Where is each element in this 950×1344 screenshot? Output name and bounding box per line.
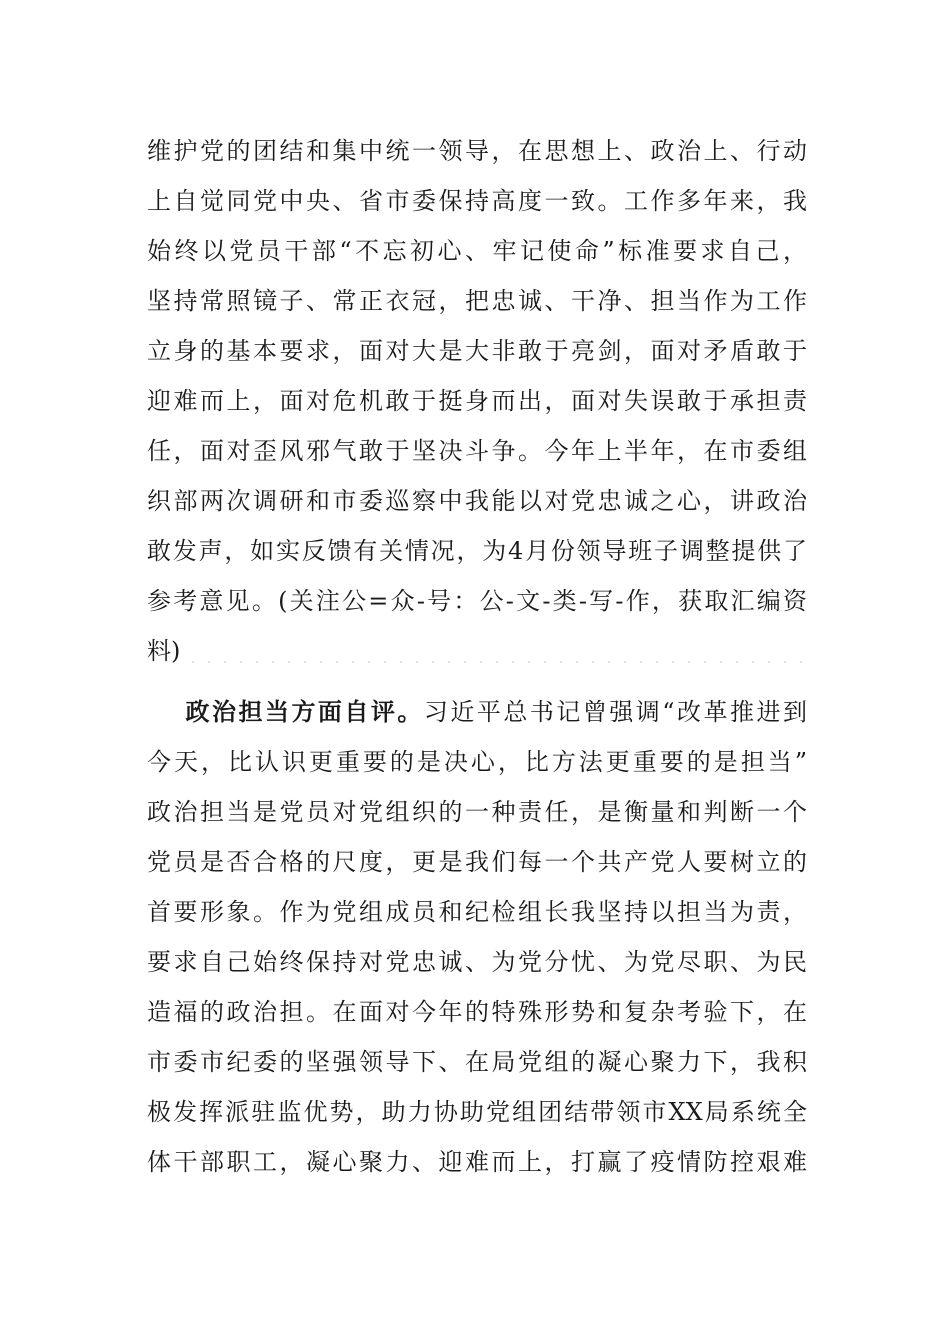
paragraph-2-line: 党员是否合格的尺度，更是我们每一个共产党人要树立的 <box>147 848 807 876</box>
paragraph-2-line: 体干部职工，凝心聚力、迎难而上，打赢了疫情防控艰难 <box>147 1148 807 1176</box>
paragraph-1-line: 任，面对歪风邪气敢于坚决斗争。今年上半年，在市委组 <box>147 437 807 465</box>
paragraph-2-line: 极发挥派驻监优势，助力协助党组团结带领市XX局系统全 <box>147 1098 807 1126</box>
faint-dotted-separator <box>185 660 805 664</box>
paragraph-2-line: 今天，比认识更重要的是决心，比方法更重要的是担当” <box>147 748 807 776</box>
paragraph-1-line: 始终以党员干部“不忘初心、牢记使命”标准要求自己， <box>147 237 807 265</box>
paragraph-2-line: 要求自己始终保持对党忠诚、为党分忧、为党尽职、为民 <box>147 948 807 976</box>
paragraph-1-line: 织部两次调研和市委巡察中我能以对党忠诚之心，讲政治 <box>147 487 807 515</box>
paragraph-1-line: 料) <box>147 637 181 665</box>
paragraph-2-first-line-text: 习近平总书记曾强调“改革推进到 <box>423 698 807 726</box>
paragraph-1-line: 坚持常照镜子、常正衣冠，把忠诚、干净、担当作为工作 <box>147 287 807 315</box>
paragraph-1-line: 迎难而上，面对危机敢于挺身而出，面对失误敢于承担责 <box>147 387 807 415</box>
paragraph-1-line: 维护党的团结和集中统一领导，在思想上、政治上、行动 <box>147 137 807 165</box>
paragraph-1-line: 敢发声，如实反馈有关情况，为4月份领导班子调整提供了 <box>147 537 807 565</box>
paragraph-1-line: 参考意见。(关注公=众-号：公-文-类-写-作，获取汇编资 <box>147 587 807 615</box>
paragraph-2-line: 市委市纪委的坚强领导下、在局党组的凝心聚力下，我积 <box>147 1048 807 1076</box>
section-heading: 政治担当方面自评。 <box>183 697 424 726</box>
paragraph-2-line: 政治担当是党员对党组织的一种责任，是衡量和判断一个 <box>147 798 807 826</box>
paragraph-2-line: 造福的政治担。在面对今年的特殊形势和复杂考验下，在 <box>147 998 807 1026</box>
paragraph-1-line: 立身的基本要求，面对大是大非敢于亮剑，面对矛盾敢于 <box>147 337 807 365</box>
paragraph-1-line: 上自觉同党中央、省市委保持高度一致。工作多年来，我 <box>147 187 807 215</box>
paragraph-2-first-line <box>147 687 807 737</box>
paragraph-2-line: 首要形象。作为党组成员和纪检组长我坚持以担当为责， <box>147 898 807 926</box>
